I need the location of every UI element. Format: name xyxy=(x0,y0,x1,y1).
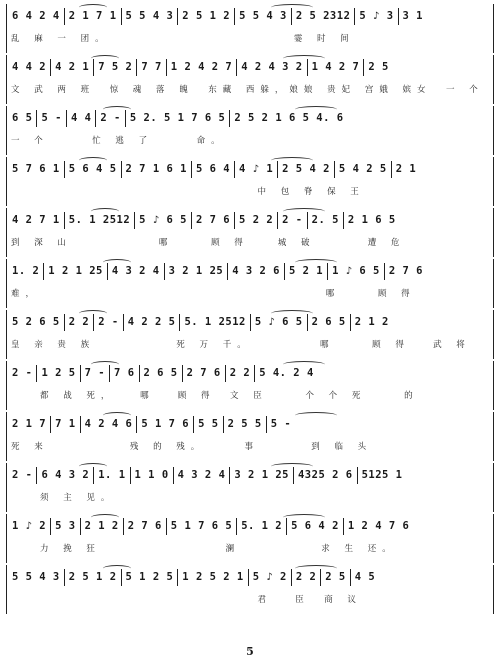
barline xyxy=(80,416,81,433)
score-system xyxy=(6,565,494,614)
measure: 4 4 xyxy=(70,112,92,124)
measure: 4 2 1 xyxy=(55,61,90,73)
measure: 5 5 4 3 xyxy=(12,571,60,583)
measure: 5. 1 2512 xyxy=(184,316,246,328)
barline xyxy=(229,467,230,484)
measure: 2 2 xyxy=(68,316,90,328)
slur-mark xyxy=(103,106,131,113)
barline xyxy=(250,314,251,331)
measure: 5 3 xyxy=(55,520,76,532)
measure: 7 5 2 xyxy=(98,61,133,73)
measure: 3 1 xyxy=(402,10,423,22)
barline xyxy=(64,569,65,586)
lyrics-line: 都 战 死， 哪 顾 得 文 臣 个 个 死 的 xyxy=(11,391,419,401)
measure: 7 1 xyxy=(55,418,76,430)
measure: 2 5 4 2 xyxy=(282,163,330,175)
measure: 4 5 xyxy=(354,571,376,583)
measure: 2 1 2 xyxy=(354,316,389,328)
notation-line xyxy=(9,261,491,281)
score-system xyxy=(6,463,494,512)
measure: 1. 2 xyxy=(12,265,40,277)
barline xyxy=(398,8,399,25)
measure: 5 1 2 5 xyxy=(125,571,174,583)
measure: 2 5 1 2 xyxy=(182,10,231,22)
barline xyxy=(234,161,235,178)
slur-mark xyxy=(91,208,119,215)
measure: 5125 1 xyxy=(361,469,403,481)
notation-line xyxy=(9,363,491,383)
measure: 2 1 7 1 xyxy=(68,10,117,22)
measure: 1 2 5 xyxy=(41,367,76,379)
notation-line xyxy=(9,210,491,230)
measure: 2 7 1 6 1 xyxy=(125,163,187,175)
score-system xyxy=(6,361,494,410)
lyrics-line: 乱 麻 一 团。 霎 时 间 xyxy=(11,34,355,44)
lyrics-line: 皇 亲 贵 族 死 万 千。 哪 顾 得 武 将 xyxy=(11,340,471,350)
measure: 1 2 1 25 xyxy=(48,265,103,277)
measure: 5 ♪ 6 5 xyxy=(254,316,303,328)
measure: 5 ♪ 2 xyxy=(252,571,287,583)
measure: 5 1 7 6 5 xyxy=(170,520,233,532)
barline xyxy=(80,518,81,535)
barline xyxy=(64,8,65,25)
slur-mark xyxy=(271,4,313,11)
measure: 4 2 4 6 xyxy=(84,418,133,430)
measure: 5 4. 2 4 xyxy=(259,367,314,379)
measure: 5 6 4 xyxy=(195,163,231,175)
measure: 4 2 7 1 xyxy=(12,214,60,226)
barline xyxy=(225,365,226,382)
barline xyxy=(391,161,392,178)
notation-line xyxy=(9,57,491,77)
barline xyxy=(121,8,122,25)
barline xyxy=(277,212,278,229)
barline xyxy=(66,110,67,127)
measure: 3 2 1 25 xyxy=(234,469,289,481)
measure: 1 1 0 xyxy=(134,469,169,481)
score-system xyxy=(6,106,494,155)
slur-mark xyxy=(91,514,119,521)
measure: 2 1 xyxy=(395,163,417,175)
barline xyxy=(36,467,37,484)
lyrics-line: 文 武 两 班 惊 魂 落 魄 东藏 西躲，娘娘 贵妃 宫娥 嫔女 一 个 xyxy=(11,85,484,95)
barline xyxy=(343,518,344,535)
measure: 2 2 xyxy=(295,571,317,583)
slur-mark xyxy=(283,514,325,521)
measure: 2 - xyxy=(12,469,33,481)
barline xyxy=(236,59,237,76)
measure: 1. 1 xyxy=(98,469,126,481)
slur-mark xyxy=(79,4,107,11)
barline xyxy=(191,161,192,178)
barline xyxy=(284,263,285,280)
barline xyxy=(363,59,364,76)
barline xyxy=(134,212,135,229)
measure: 5. 1 2512 xyxy=(68,214,131,226)
barline xyxy=(166,59,167,76)
measure: 2 1 7 xyxy=(12,418,47,430)
barline xyxy=(123,518,124,535)
barline xyxy=(136,416,137,433)
barline xyxy=(354,8,355,25)
barline xyxy=(266,416,267,433)
score-system xyxy=(6,310,494,359)
barline xyxy=(291,569,292,586)
barline xyxy=(229,110,230,127)
measure: 5 - xyxy=(270,418,292,430)
measure: 5 2 6 5 xyxy=(12,316,60,328)
barline xyxy=(36,365,37,382)
barline xyxy=(334,161,335,178)
measure: 1 2 4 7 6 xyxy=(347,520,410,532)
slur-mark xyxy=(271,310,313,317)
score-system xyxy=(6,208,494,257)
measure: 3 2 1 25 xyxy=(168,265,224,277)
measure: 5 1 7 6 xyxy=(141,418,190,430)
measure: 2 5 2 1 6 5 4. 6 xyxy=(234,112,344,124)
barline xyxy=(50,518,51,535)
barline xyxy=(50,59,51,76)
score-system xyxy=(6,157,494,206)
slur-mark xyxy=(91,55,119,62)
slur-mark xyxy=(295,565,337,572)
measure: 5 2 2 xyxy=(239,214,274,226)
slur-mark xyxy=(283,361,325,368)
notation-line xyxy=(9,414,491,434)
measure: 4 4 2 xyxy=(12,61,47,73)
measure: 7 - xyxy=(84,367,106,379)
barline xyxy=(384,263,385,280)
measure: 2 7 6 xyxy=(127,520,162,532)
slur-mark xyxy=(79,463,107,470)
measure: 4 3 2 4 xyxy=(111,265,160,277)
measure: 2 - xyxy=(12,367,33,379)
barline xyxy=(350,314,351,331)
barline xyxy=(177,569,178,586)
barline xyxy=(236,518,237,535)
barline xyxy=(166,518,167,535)
lyrics-line: 一 个 忙 逃 了 命。 xyxy=(11,136,226,146)
measure: 2 1 2 xyxy=(84,520,119,532)
slur-mark xyxy=(295,259,337,266)
barline xyxy=(80,365,81,382)
measure: 4 2 4 3 2 xyxy=(241,61,303,73)
barline xyxy=(50,416,51,433)
lyrics-line: 到 深 山 哪 顾 得 城 破 遭 危 xyxy=(11,238,406,248)
measure: 4 3 2 6 xyxy=(232,265,280,277)
measure: 2 - xyxy=(98,316,119,328)
barline xyxy=(179,314,180,331)
lyrics-line: 难， 哪 顾 得 xyxy=(11,289,416,299)
score-system xyxy=(6,514,494,563)
score-system xyxy=(6,4,494,53)
measure: 2 5 1 2 xyxy=(68,571,117,583)
measure: 1 2 5 2 1 xyxy=(182,571,244,583)
slur-mark xyxy=(103,259,131,266)
lyrics-line: 须 主 见。 xyxy=(11,493,116,503)
measure: 2 2 xyxy=(229,367,251,379)
barline xyxy=(343,212,344,229)
barline xyxy=(64,161,65,178)
measure: 5 2 1 xyxy=(288,265,324,277)
barline xyxy=(254,365,255,382)
measure: 2 5 xyxy=(325,571,346,583)
slur-mark xyxy=(79,157,107,164)
measure: 2 5 xyxy=(368,61,389,73)
measure: 6 4 3 2 xyxy=(41,469,90,481)
measure: 2. 5 xyxy=(311,214,339,226)
score-system xyxy=(6,412,494,461)
measure: 2 7 6 xyxy=(186,367,221,379)
measure: 4 3 2 4 xyxy=(177,469,226,481)
measure: 4 2 2 5 xyxy=(127,316,176,328)
barline xyxy=(234,8,235,25)
measure: 5 2. 5 1 7 6 5 xyxy=(129,112,226,124)
barline xyxy=(121,161,122,178)
measure: 2 7 6 xyxy=(195,214,231,226)
slur-mark xyxy=(295,106,337,113)
barline xyxy=(64,212,65,229)
lyrics-line: 死 来 残 的 残。 事 到 临 头 xyxy=(11,442,373,452)
barline xyxy=(130,467,131,484)
measure: 5 ♪ 6 5 xyxy=(139,214,187,226)
barline xyxy=(193,416,194,433)
barline xyxy=(182,365,183,382)
slur-mark xyxy=(79,310,107,317)
slur-mark xyxy=(283,208,325,215)
measure: 2 1 6 5 xyxy=(347,214,396,226)
barline xyxy=(136,59,137,76)
measure: 2 6 5 xyxy=(143,367,178,379)
measure: 5 - xyxy=(41,112,62,124)
measure: 1 2 4 2 7 xyxy=(170,61,233,73)
barline xyxy=(357,467,358,484)
slur-mark xyxy=(91,361,119,368)
notation-line xyxy=(9,516,491,536)
slur-mark xyxy=(271,463,313,470)
barline xyxy=(234,212,235,229)
measure: 4 ♪ 1 xyxy=(239,163,274,175)
notation-line xyxy=(9,108,491,128)
measure: 2 - xyxy=(282,214,303,226)
slur-mark xyxy=(103,565,131,572)
measure: 5. 1 2 xyxy=(241,520,283,532)
measure: 6 4 2 4 xyxy=(12,10,60,22)
lyrics-line: 力 挽 狂 澜 求 生 还。 xyxy=(11,544,397,554)
barline xyxy=(36,110,37,127)
measure: 5 5 xyxy=(198,418,219,430)
measure: 5 7 6 1 xyxy=(12,163,60,175)
measure: 5 6 4 5 xyxy=(68,163,117,175)
measure: 2 6 5 xyxy=(311,316,346,328)
barline xyxy=(123,314,124,331)
slur-mark xyxy=(283,55,325,62)
barline xyxy=(173,467,174,484)
measure: 7 7 xyxy=(141,61,162,73)
measure: 6 5 xyxy=(12,112,33,124)
measure: 7 6 xyxy=(114,367,135,379)
page-number: 5 xyxy=(246,645,254,658)
barline xyxy=(191,212,192,229)
measure: 5 5 4 3 xyxy=(239,10,287,22)
barline xyxy=(227,263,228,280)
lyrics-line: 君 臣 商 议 xyxy=(11,595,362,605)
measure: 5 ♪ 3 xyxy=(359,10,394,22)
notation-line xyxy=(9,567,491,587)
barline xyxy=(223,416,224,433)
measure: 5 6 4 2 xyxy=(291,520,339,532)
barline xyxy=(177,8,178,25)
measure: 1 ♪ 2 xyxy=(12,520,47,532)
measure: 1 ♪ 6 5 xyxy=(332,265,380,277)
barline xyxy=(164,263,165,280)
barline xyxy=(350,569,351,586)
barline xyxy=(64,314,65,331)
barline xyxy=(248,569,249,586)
measure: 2 - xyxy=(100,112,121,124)
slur-mark xyxy=(103,412,131,419)
barline xyxy=(139,365,140,382)
score-system xyxy=(6,55,494,104)
measure: 5 4 2 5 xyxy=(338,163,387,175)
slur-mark xyxy=(271,157,313,164)
measure: 5 5 4 3 xyxy=(125,10,174,22)
barline xyxy=(95,110,96,127)
slur-mark xyxy=(295,412,337,419)
measure: 4325 2 6 xyxy=(297,469,353,481)
barline xyxy=(43,263,44,280)
score-system xyxy=(6,259,494,308)
measure: 1 4 2 7 xyxy=(311,61,360,73)
measure: 2 5 5 xyxy=(227,418,262,430)
lyrics-line: 中 包 脊 保 王 xyxy=(11,187,365,197)
measure: 2 7 6 xyxy=(388,265,423,277)
measure: 2 5 2312 xyxy=(295,10,351,22)
